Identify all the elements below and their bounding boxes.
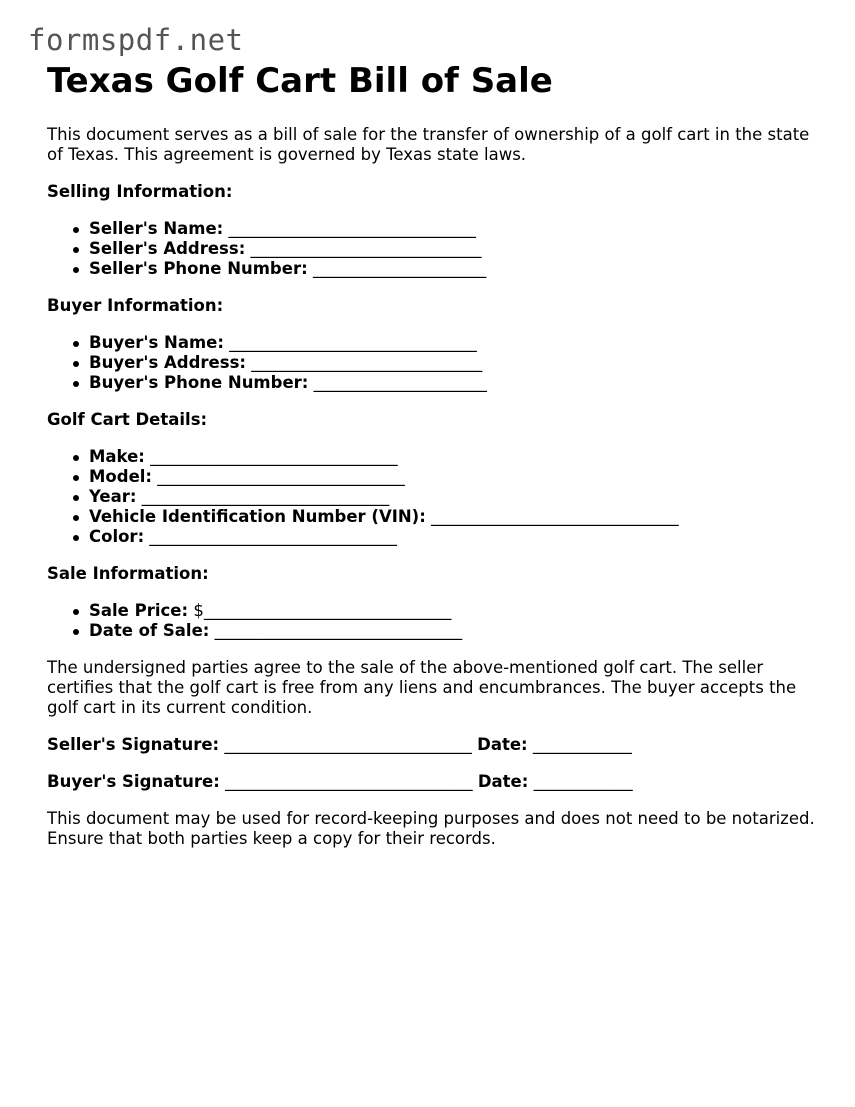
buyer-date-field[interactable]: ____________: [533, 772, 633, 791]
color-label: Color:: [89, 527, 145, 546]
sale-date-field[interactable]: ______________________________: [214, 621, 463, 640]
year-field[interactable]: ______________________________: [141, 487, 390, 506]
seller-name-field[interactable]: ______________________________: [228, 219, 477, 238]
list-item: [89, 601, 827, 621]
seller-address-field[interactable]: ____________________________: [250, 239, 482, 258]
model-field[interactable]: ______________________________: [157, 467, 405, 486]
buyer-signature-line: [47, 772, 827, 792]
list-item: [89, 239, 827, 259]
list-item: [89, 219, 827, 239]
list-item: [89, 467, 827, 487]
buyer-signature-label: Buyer's Signature:: [47, 772, 220, 791]
list-item: [89, 621, 827, 641]
buyer-address-field[interactable]: ____________________________: [251, 353, 483, 372]
cart-heading: Golf Cart Details:: [47, 410, 208, 429]
buyer-signature-field[interactable]: ______________________________: [225, 772, 473, 791]
seller-name-label: Seller's Name:: [89, 219, 224, 238]
closing-paragraph: This document may be used for record-keeping purposes and does not need to be notarized. Ensure that both parties keep a copy for their records.: [47, 809, 815, 848]
vin-field[interactable]: ______________________________: [431, 507, 679, 526]
buyer-name-field[interactable]: ______________________________: [229, 333, 477, 352]
list-item: [89, 333, 827, 353]
make-field[interactable]: ______________________________: [150, 447, 398, 466]
seller-date-field[interactable]: ____________: [532, 735, 632, 754]
document-page: [47, 62, 827, 849]
sale-date-label: Date of Sale:: [89, 621, 210, 640]
intro-paragraph: This document serves as a bill of sale for the transfer of ownership of a golf cart in the state of Texas. This agreement is governed by Texas state laws.: [47, 125, 810, 164]
cart-list: [47, 447, 827, 547]
buyer-list: [47, 333, 827, 393]
selling-heading: Selling Information:: [47, 182, 233, 201]
vin-label: Vehicle Identification Number (VIN):: [89, 507, 426, 526]
sale-price-label: Sale Price:: [89, 601, 189, 620]
list-item: [89, 259, 827, 279]
seller-date-label: Date:: [477, 735, 528, 754]
model-label: Model:: [89, 467, 153, 486]
seller-signature-label: Seller's Signature:: [47, 735, 220, 754]
list-item: [89, 507, 827, 527]
agreement-paragraph: The undersigned parties agree to the sale of the above-mentioned golf cart. The seller certifies that the golf cart is free from any liens and encumbrances. The buyer accepts the golf cart in its current condition.: [47, 658, 797, 717]
sale-price-field[interactable]: $______________________________: [193, 601, 452, 620]
seller-address-label: Seller's Address:: [89, 239, 246, 258]
seller-phone-label: Seller's Phone Number:: [89, 259, 308, 278]
list-item: [89, 527, 827, 547]
year-label: Year:: [89, 487, 137, 506]
buyer-address-label: Buyer's Address:: [89, 353, 246, 372]
list-item: [89, 487, 827, 507]
sale-list: [47, 601, 827, 641]
buyer-date-label: Date:: [477, 772, 529, 791]
list-item: [89, 447, 827, 467]
seller-signature-line: [47, 735, 827, 755]
list-item: [89, 353, 827, 373]
sale-heading: Sale Information:: [47, 564, 209, 583]
selling-list: [47, 219, 827, 279]
watermark-logo: formspdf.net: [28, 23, 244, 57]
list-item: [89, 373, 827, 393]
buyer-phone-field[interactable]: _____________________: [313, 373, 487, 392]
buyer-name-label: Buyer's Name:: [89, 333, 224, 352]
seller-signature-field[interactable]: ______________________________: [224, 735, 472, 754]
make-label: Make:: [89, 447, 145, 466]
color-field[interactable]: ______________________________: [149, 527, 397, 546]
page-title: Texas Golf Cart Bill of Sale: [47, 61, 553, 101]
seller-phone-field[interactable]: _____________________: [312, 259, 487, 278]
buyer-phone-label: Buyer's Phone Number:: [89, 373, 309, 392]
buyer-heading: Buyer Information:: [47, 296, 224, 315]
